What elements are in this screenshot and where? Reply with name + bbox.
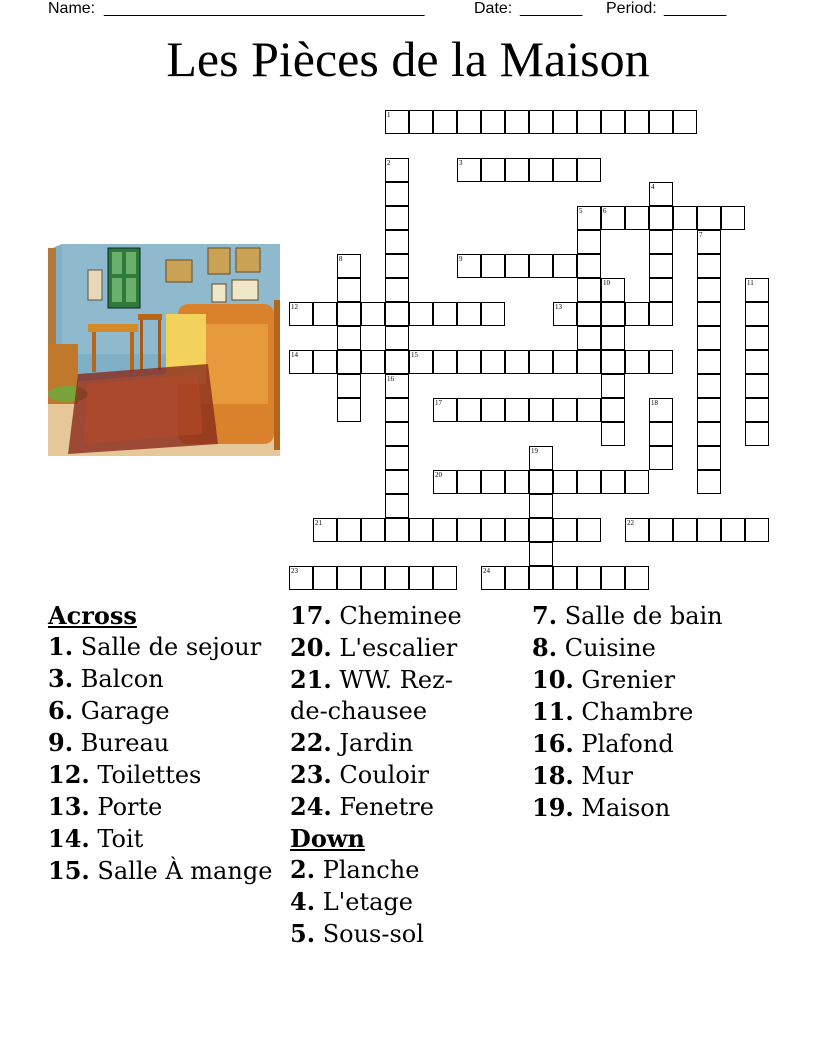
clue-across-23: 23. Couloir [290,760,429,789]
grid-cell[interactable] [385,278,409,302]
clue-across-1: 1. Salle de sejour [48,632,262,661]
clue-across-21: 21. WW. Rez-de-chausee [290,665,453,725]
grid-cell[interactable] [529,494,553,518]
grid-cell[interactable] [385,494,409,518]
grid-cell[interactable] [577,158,601,182]
clue-across-13: 13. Porte [48,792,163,821]
grid-cell[interactable] [697,422,721,446]
grid-cell[interactable] [577,302,601,326]
grid-cell[interactable] [457,398,481,422]
grid-cell[interactable] [481,302,505,326]
grid-cell[interactable] [697,326,721,350]
grid-cell[interactable] [505,470,529,494]
grid-cell[interactable] [577,518,601,542]
grid-cell[interactable] [577,350,601,374]
grid-cell[interactable] [601,350,625,374]
grid-cell[interactable] [745,518,769,542]
grid-cell[interactable] [481,398,505,422]
grid-cell[interactable] [337,566,361,590]
clue-across-14: 14. Toit [48,824,144,853]
clue-number: 13 [555,303,562,311]
grid-cell[interactable] [649,398,673,422]
grid-cell[interactable] [457,110,481,134]
grid-cell[interactable] [649,446,673,470]
grid-cell[interactable] [481,566,505,590]
grid-cell[interactable] [601,566,625,590]
clue-number: 7 [699,231,703,239]
clue-down-18: 18. Mur [532,761,633,790]
grid-cell[interactable] [577,230,601,254]
clue-down-11: 11. Chambre [532,697,694,726]
grid-cell[interactable] [385,182,409,206]
grid-cell[interactable] [649,206,673,230]
clue-number: 17 [435,399,442,407]
grid-cell[interactable] [385,230,409,254]
clue-down-7: 7. Salle de bain [532,601,723,630]
grid-cell[interactable] [313,350,337,374]
grid-cell[interactable] [385,446,409,470]
grid-cell[interactable] [601,470,625,494]
grid-cell[interactable] [505,110,529,134]
grid-cell[interactable] [337,302,361,326]
grid-cell[interactable] [457,518,481,542]
clue-number: 10 [603,279,610,287]
grid-cell[interactable] [697,230,721,254]
grid-cell[interactable] [385,350,409,374]
grid-cell[interactable] [409,302,433,326]
grid-cell[interactable] [289,566,313,590]
grid-cell[interactable] [337,374,361,398]
grid-cell[interactable] [673,110,697,134]
grid-cell[interactable] [433,350,457,374]
clue-number: 3 [459,159,463,167]
grid-cell[interactable] [649,230,673,254]
grid-cell[interactable] [433,302,457,326]
grid-cell[interactable] [745,374,769,398]
grid-cell[interactable] [433,518,457,542]
grid-cell[interactable] [529,158,553,182]
grid-cell[interactable] [697,206,721,230]
grid-cell[interactable] [433,398,457,422]
grid-cell[interactable] [697,470,721,494]
grid-cell[interactable] [529,566,553,590]
grid-cell[interactable] [433,566,457,590]
grid-cell[interactable] [481,254,505,278]
clue-across-17: 17. Cheminee [290,601,462,630]
clue-number: 1 [387,111,391,119]
grid-cell[interactable] [745,422,769,446]
clue-down-4: 4. L'etage [290,887,413,916]
grid-cell[interactable] [649,422,673,446]
grid-cell[interactable] [361,350,385,374]
grid-cell[interactable] [337,398,361,422]
grid-cell[interactable] [433,110,457,134]
clue-number: 9 [459,255,463,263]
clue-down-19: 19. Maison [532,793,671,822]
grid-cell[interactable] [337,254,361,278]
grid-cell[interactable] [553,566,577,590]
grid-cell[interactable] [385,374,409,398]
grid-cell[interactable] [625,110,649,134]
grid-cell[interactable] [697,398,721,422]
clue-number: 8 [339,255,343,263]
across-heading: Across [48,601,137,630]
grid-cell[interactable] [553,110,577,134]
grid-cell[interactable] [529,446,553,470]
grid-cell[interactable] [505,350,529,374]
grid-cell[interactable] [529,110,553,134]
grid-cell[interactable] [601,206,625,230]
grid-cell[interactable] [697,518,721,542]
clue-number: 18 [651,399,658,407]
grid-cell[interactable] [361,302,385,326]
grid-cell[interactable] [289,302,313,326]
grid-cell[interactable] [697,278,721,302]
grid-cell[interactable] [721,518,745,542]
grid-cell[interactable] [385,110,409,134]
grid-cell[interactable] [385,254,409,278]
bedroom-painting-icon [48,244,280,456]
grid-cell[interactable] [601,302,625,326]
grid-cell[interactable] [577,278,601,302]
period-line[interactable]: _______ [664,0,727,17]
grid-cell[interactable] [601,398,625,422]
grid-cell[interactable] [313,302,337,326]
grid-cell[interactable] [409,518,433,542]
grid-cell[interactable] [601,278,625,302]
grid-cell[interactable] [457,254,481,278]
clue-number: 11 [747,279,754,287]
grid-cell[interactable] [529,254,553,278]
clue-across-15: 15. Salle À mange [48,856,273,885]
clue-number: 5 [579,207,583,215]
grid-cell[interactable] [697,350,721,374]
grid-cell[interactable] [697,254,721,278]
grid-cell[interactable] [385,566,409,590]
grid-cell[interactable] [625,350,649,374]
grid-cell[interactable] [745,302,769,326]
grid-cell[interactable] [625,470,649,494]
clue-number: 24 [483,567,490,575]
grid-cell[interactable] [385,518,409,542]
clue-down-5: 5. Sous-sol [290,919,424,948]
clue-down-10: 10. Grenier [532,665,676,694]
clue-number: 4 [651,183,655,191]
grid-cell[interactable] [577,254,601,278]
grid-cell[interactable] [673,518,697,542]
grid-cell[interactable] [481,158,505,182]
grid-cell[interactable] [649,254,673,278]
grid-cell[interactable] [577,326,601,350]
grid-cell[interactable] [673,206,697,230]
grid-cell[interactable] [505,254,529,278]
grid-cell[interactable] [433,470,457,494]
grid-cell[interactable] [409,350,433,374]
grid-cell[interactable] [553,254,577,278]
grid-cell[interactable] [577,398,601,422]
grid-cell[interactable] [601,422,625,446]
grid-cell[interactable] [625,566,649,590]
clue-down-8: 8. Cuisine [532,633,656,662]
clues-column-2 [290,600,530,950]
grid-cell[interactable] [457,470,481,494]
date-line[interactable]: _______ [520,0,583,17]
clue-down-16: 16. Plafond [532,729,674,758]
grid-cell[interactable] [649,350,673,374]
grid-cell[interactable] [745,350,769,374]
clue-across-3: 3. Balcon [48,664,164,693]
grid-cell[interactable] [337,326,361,350]
grid-cell[interactable] [385,470,409,494]
clue-number: 12 [291,303,298,311]
grid-cell[interactable] [481,470,505,494]
grid-cell[interactable] [553,350,577,374]
grid-cell[interactable] [505,518,529,542]
grid-cell[interactable] [697,446,721,470]
grid-cell[interactable] [481,110,505,134]
grid-cell[interactable] [385,398,409,422]
grid-cell[interactable] [529,398,553,422]
grid-cell[interactable] [601,326,625,350]
grid-cell[interactable] [529,470,553,494]
grid-cell[interactable] [481,518,505,542]
grid-cell[interactable] [505,158,529,182]
clue-number: 21 [315,519,322,527]
grid-cell[interactable] [481,350,505,374]
clue-across-9: 9. Bureau [48,728,170,757]
grid-cell[interactable] [385,158,409,182]
grid-cell[interactable] [529,350,553,374]
grid-cell[interactable] [337,278,361,302]
clue-across-6: 6. Garage [48,696,170,725]
grid-cell[interactable] [313,566,337,590]
clue-across-24: 24. Fenetre [290,792,434,821]
clue-across-22: 22. Jardin [290,728,414,757]
grid-cell[interactable] [601,374,625,398]
grid-cell[interactable] [385,206,409,230]
grid-cell[interactable] [625,302,649,326]
clue-number: 20 [435,471,442,479]
grid-cell[interactable] [721,206,745,230]
grid-cell[interactable] [625,518,649,542]
grid-cell[interactable] [577,470,601,494]
clue-number: 6 [603,207,607,215]
grid-cell[interactable] [601,110,625,134]
grid-cell[interactable] [553,518,577,542]
page-title: Les Pièces de la Maison [166,31,650,87]
grid-cell[interactable] [457,302,481,326]
grid-cell[interactable] [505,566,529,590]
clue-number: 16 [387,375,394,383]
name-line[interactable]: ____________________________________ [104,0,425,17]
grid-cell[interactable] [505,398,529,422]
grid-cell[interactable] [577,206,601,230]
grid-cell[interactable] [457,158,481,182]
grid-cell[interactable] [697,374,721,398]
grid-cell[interactable] [313,518,337,542]
grid-cell[interactable] [649,278,673,302]
name-label: Name: [48,0,96,17]
down-heading: Down [290,824,365,853]
grid-cell[interactable] [529,518,553,542]
grid-cell[interactable] [409,566,433,590]
grid-cell[interactable] [697,302,721,326]
grid-cell[interactable] [361,566,385,590]
clue-number: 15 [411,351,418,359]
date-label: Date: [474,0,513,17]
grid-cell[interactable] [409,110,433,134]
clues-column-3 [532,600,782,824]
grid-cell[interactable] [649,182,673,206]
clue-number: 22 [627,519,634,527]
clue-number: 23 [291,567,298,575]
grid-cell[interactable] [745,326,769,350]
grid-cell[interactable] [529,542,553,566]
clue-across-12: 12. Toilettes [48,760,202,789]
grid-cell[interactable] [337,518,361,542]
grid-cell[interactable] [337,350,361,374]
period-label: Period: [606,0,657,17]
grid-cell[interactable] [553,302,577,326]
grid-cell[interactable] [553,398,577,422]
grid-cell[interactable] [625,206,649,230]
grid-cell[interactable] [385,326,409,350]
grid-cell[interactable] [745,278,769,302]
grid-cell[interactable] [577,566,601,590]
clue-down-2: 2. Planche [290,855,420,884]
grid-cell[interactable] [649,518,673,542]
clue-number: 19 [531,447,538,455]
grid-cell[interactable] [385,302,409,326]
grid-cell[interactable] [649,302,673,326]
grid-cell[interactable] [289,350,313,374]
clues-column-1 [48,600,288,887]
grid-cell[interactable] [457,350,481,374]
grid-cell[interactable] [577,110,601,134]
grid-cell[interactable] [745,398,769,422]
grid-cell[interactable] [361,518,385,542]
grid-cell[interactable] [553,470,577,494]
clue-number: 14 [291,351,298,359]
grid-cell[interactable] [553,158,577,182]
clue-across-20: 20. L'escalier [290,633,458,662]
grid-cell[interactable] [385,422,409,446]
grid-cell[interactable] [649,110,673,134]
clue-number: 2 [387,159,391,167]
